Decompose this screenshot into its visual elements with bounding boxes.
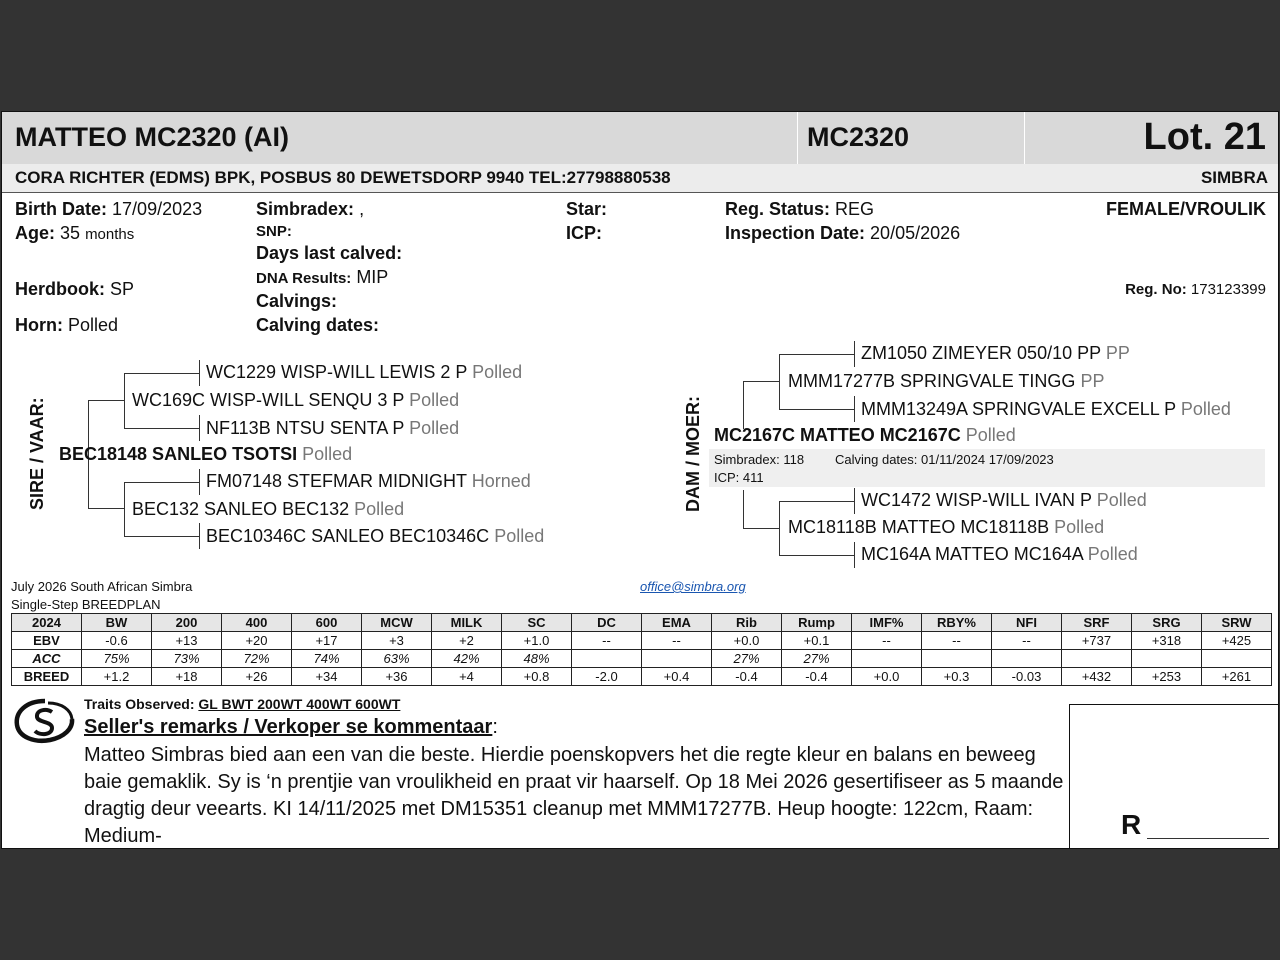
ebv-cell: +1.2 xyxy=(82,668,152,686)
ebv-cell xyxy=(1062,650,1132,668)
price-box xyxy=(1069,704,1279,849)
pedigree-ddd: MC164A MATTEO MC164A Polled xyxy=(861,544,1138,564)
ebv-cell xyxy=(922,650,992,668)
pedigree-ds: MMM17277B SPRINGVALE TINGG PP xyxy=(788,371,1105,391)
herdbook: Herdbook: SP xyxy=(15,279,135,299)
pedigree-sire: BEC18148 SANLEO TSOTSI Polled xyxy=(59,444,353,464)
ebv-header-cell: MCW xyxy=(362,614,432,632)
ebv-header-cell: 200 xyxy=(152,614,222,632)
ebv-cell: +0.0 xyxy=(852,668,922,686)
ebv-row-breed xyxy=(12,668,1272,686)
ebv-cell: +34 xyxy=(292,668,362,686)
ebv-cell: -- xyxy=(572,632,642,650)
pedigree-sds: FM07148 STEFMAR MIDNIGHT Horned xyxy=(206,471,531,491)
ebv-cell: 63% xyxy=(362,650,432,668)
dam-calving-dates: Calving dates: 01/11/2024 17/09/2023 xyxy=(835,452,1054,467)
breedplan-title: July 2026 South African Simbra xyxy=(11,579,193,594)
dam-icp: ICP: 411 xyxy=(714,470,764,485)
ebv-cell: +1.0 xyxy=(502,632,572,650)
calvings: Calvings: xyxy=(256,291,338,311)
ebv-cell: 27% xyxy=(712,650,782,668)
pedigree-dd: MC18118B MATTEO MC18118B Polled xyxy=(788,517,1105,537)
snp: SNP: xyxy=(256,223,292,240)
dna-results: DNA Results: MIP xyxy=(256,267,389,287)
ebv-header-cell: BW xyxy=(82,614,152,632)
ebv-cell xyxy=(852,650,922,668)
ebv-cell: +17 xyxy=(292,632,362,650)
ebv-row-acc xyxy=(12,650,1272,668)
ebv-header-row xyxy=(12,614,1272,632)
dam-label: DAM / MOER: xyxy=(683,396,703,512)
ebv-cell: -0.4 xyxy=(782,668,852,686)
ebv-cell: +18 xyxy=(152,668,222,686)
ebv-cell: +425 xyxy=(1202,632,1272,650)
ebv-cell: +26 xyxy=(222,668,292,686)
reg-number: Reg. No: 173123399 xyxy=(1125,281,1266,298)
owner-details: CORA RICHTER (EDMS) BPK, POSBUS 80 DEWETSDORP 9940 TEL:27798880538 xyxy=(15,168,671,187)
ebv-row-ebv xyxy=(12,632,1272,650)
pedigree-sss: WC1229 WISP-WILL LEWIS 2 P Polled xyxy=(206,362,523,382)
ebv-header-cell: 2024 xyxy=(12,614,82,632)
ebv-cell: 72% xyxy=(222,650,292,668)
currency-symbol: R xyxy=(1121,809,1142,840)
ebv-cell: +432 xyxy=(1062,668,1132,686)
ebv-header-cell: NFI xyxy=(992,614,1062,632)
ebv-header-cell: EMA xyxy=(642,614,712,632)
icp: ICP: xyxy=(566,223,602,243)
price-line xyxy=(1147,838,1269,839)
ebv-cell: -0.4 xyxy=(712,668,782,686)
ebv-cell: +253 xyxy=(1132,668,1202,686)
ebv-header-cell: DC xyxy=(572,614,642,632)
ebv-cell: 73% xyxy=(152,650,222,668)
breedplan-subtitle: Single-Step BREEDPLAN xyxy=(11,597,161,612)
ebv-cell: +0.8 xyxy=(502,668,572,686)
star: Star: xyxy=(566,199,608,219)
horn: Horn: Polled xyxy=(15,315,119,335)
ebv-header-cell: 400 xyxy=(222,614,292,632)
ebv-cell: +20 xyxy=(222,632,292,650)
pedigree-sd: BEC132 SANLEO BEC132 Polled xyxy=(132,499,405,519)
ebv-cell: +0.0 xyxy=(712,632,782,650)
animal-name: MATTEO MC2320 (AI) xyxy=(15,122,290,152)
ebv-cell: +261 xyxy=(1202,668,1272,686)
ebv-cell: +737 xyxy=(1062,632,1132,650)
email-link[interactable]: office@simbra.org xyxy=(640,579,746,594)
ebv-cell: 27% xyxy=(782,650,852,668)
ebv-header-cell: SRG xyxy=(1132,614,1202,632)
ebv-header-cell: SRF xyxy=(1062,614,1132,632)
ebv-row-label: BREED xyxy=(12,668,82,686)
sire-label: SIRE / VAAR: xyxy=(27,397,47,510)
ebv-cell: +36 xyxy=(362,668,432,686)
ebv-table xyxy=(11,613,1272,686)
ebv-header-cell: RBY% xyxy=(922,614,992,632)
ebv-cell: 42% xyxy=(432,650,502,668)
sex: FEMALE/VROULIK xyxy=(1106,199,1266,219)
ebv-cell: -- xyxy=(922,632,992,650)
ebv-cell: -- xyxy=(642,632,712,650)
owner-bar xyxy=(2,164,1279,193)
ebv-cell: 74% xyxy=(292,650,362,668)
remarks-heading: Seller's remarks / Verkoper se kommentaar: xyxy=(84,716,498,738)
birth-date: Birth Date: 17/09/2023 xyxy=(15,199,203,219)
lot-number: Lot. 21 xyxy=(1143,116,1266,158)
ebv-cell: -2.0 xyxy=(572,668,642,686)
pedigree-dam: MC2167C MATTEO MC2167C Polled xyxy=(714,425,1016,445)
ebv-cell: +0.1 xyxy=(782,632,852,650)
calving-dates: Calving dates: xyxy=(256,315,380,335)
ebv-cell: +13 xyxy=(152,632,222,650)
ebv-cell xyxy=(992,650,1062,668)
dam-info-box xyxy=(709,449,1265,487)
ebv-header-cell: Rump xyxy=(782,614,852,632)
lot-card xyxy=(1,111,1279,849)
animal-code: MC2320 xyxy=(807,122,910,152)
ebv-cell: +0.4 xyxy=(642,668,712,686)
inspection-date: Inspection Date: 20/05/2026 xyxy=(725,223,961,243)
traits-observed: Traits Observed: GL BWT 200WT 400WT 600WT xyxy=(84,696,401,712)
lot-header xyxy=(2,112,1279,166)
ebv-cell: +4 xyxy=(432,668,502,686)
ebv-cell: -0.03 xyxy=(992,668,1062,686)
ebv-cell: -0.6 xyxy=(82,632,152,650)
pedigree-dds: WC1472 WISP-WILL IVAN P Polled xyxy=(861,490,1147,510)
ebv-cell xyxy=(1132,650,1202,668)
ebv-cell xyxy=(1202,650,1272,668)
pedigree-dss: ZM1050 ZIMEYER 050/10 PP PP xyxy=(861,343,1130,363)
pedigree-dsd: MMM13249A SPRINGVALE EXCELL P Polled xyxy=(861,399,1231,419)
ebv-row-label: EBV xyxy=(12,632,82,650)
ebv-cell xyxy=(572,650,642,668)
ebv-row-label: ACC xyxy=(12,650,82,668)
days-last-calved: Days last calved: xyxy=(256,243,403,263)
pedigree-ssd: NF113B NTSU SENTA P Polled xyxy=(206,418,460,438)
ebv-cell: -- xyxy=(992,632,1062,650)
ebv-header-cell: SRW xyxy=(1202,614,1272,632)
ebv-header-cell: MILK xyxy=(432,614,502,632)
ebv-cell: +318 xyxy=(1132,632,1202,650)
pedigree-ss: WC169C WISP-WILL SENQU 3 P Polled xyxy=(132,390,460,410)
ebv-header-cell: SC xyxy=(502,614,572,632)
simbradex: Simbradex: , xyxy=(256,199,365,219)
ebv-cell: +2 xyxy=(432,632,502,650)
reg-status: Reg. Status: REG xyxy=(725,199,875,219)
seller-remarks: Matteo Simbras bied aan een van die beste. Hierdie poenskopvers het die regte kleur en balans en beweeg baie gemaklik. Sy is ‘n prentjie van vroulikheid en praat vir haarself. Op 18 Mei 2026 gesertifiseer as 5 maande dragtig deur veearts. KI 14/11/2025 met DM15351 cleanup met MMM17277B. Heup hoogte: 122cm, Raam: Medium- xyxy=(84,744,1064,847)
ebv-cell: +3 xyxy=(362,632,432,650)
ebv-cell xyxy=(642,650,712,668)
breed-name: SIMBRA xyxy=(1200,168,1268,187)
dam-simbradex: Simbradex: 118 xyxy=(714,452,805,467)
ebv-header-cell: 600 xyxy=(292,614,362,632)
ebv-header-cell: IMF% xyxy=(852,614,922,632)
ebv-cell: +0.3 xyxy=(922,668,992,686)
pedigree-sdd: BEC10346C SANLEO BEC10346C Polled xyxy=(206,526,545,546)
ebv-cell: -- xyxy=(852,632,922,650)
ebv-header-cell: Rib xyxy=(712,614,782,632)
ebv-cell: 75% xyxy=(82,650,152,668)
age: Age: 35 months xyxy=(15,223,135,243)
simbra-logo-icon xyxy=(12,695,78,747)
ebv-cell: 48% xyxy=(502,650,572,668)
